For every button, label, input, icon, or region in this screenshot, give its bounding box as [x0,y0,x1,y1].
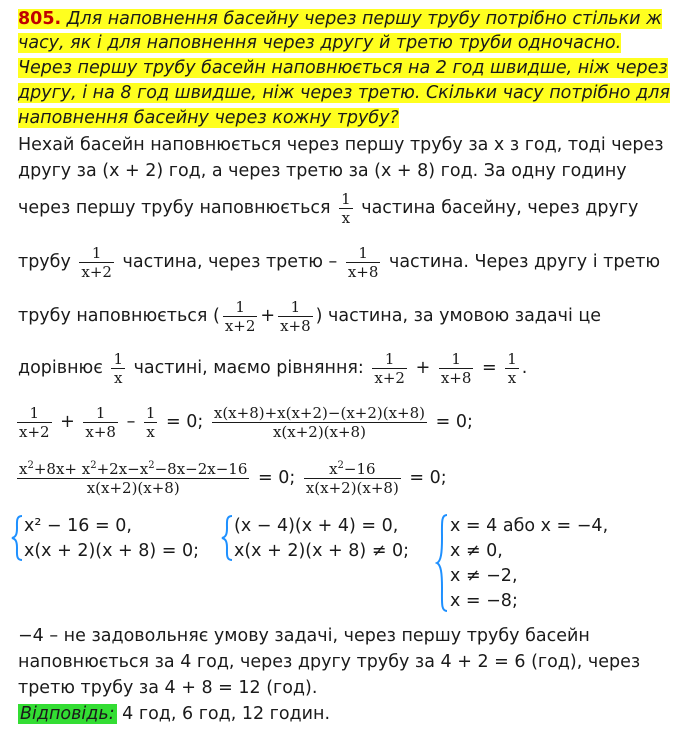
system-3-row-1: x = 4 або x = −4, [450,516,609,536]
equals-zero: = 0; [409,468,447,488]
plus-sign: + [60,412,75,432]
problem-number: 805. [18,9,62,29]
fraction-1-over-x8: $\frac{1}{x+8}$ [347,243,379,281]
equals-zero: = 0; [257,468,296,488]
conclusion-line-1: −4 – не задовольняє умову задачі, через першу трубу басейн [18,626,590,646]
equals-sign: = [481,358,497,378]
solution-text-4c: частина. Через другу і третю [388,252,661,272]
solution-text-3a: через першу трубу наповнюється [18,198,331,218]
conclusion-line-2: наповнюється за 4 год, через другу трубу за 4 + 2 = 6 (год), через [18,652,641,672]
solution-text-5b: ) частина, за умовою задачі це [315,306,602,326]
problem-text-1: Для наповнення басейну через першу трубу потрібно стільки ж [61,9,662,29]
fraction-1-over-x2: $\frac{1}{x+2}$ [374,349,405,387]
system-3-row-2: x ≠ 0, [450,541,503,561]
problem-line-4 [18,82,670,104]
fraction-1-over-x2: $\frac{1}{x+2}$ [81,243,112,281]
solution-text-5a: трубу наповнюється ( [18,306,220,326]
solution-text-6b: частині, маємо рівняння: [133,358,364,378]
problem-text-4: другу, і на 8 год швидше, ніж через третю. Скільки часу потрібно для [18,83,670,103]
plus-sign: + [415,358,431,378]
system-1-row-1: x² − 16 = 0, [24,516,132,536]
equation-line-2 [14,458,447,498]
problem-text-2: часу, як і для наповнення через другу й третю труби одночасно. [18,33,622,53]
problem-line-1 [18,8,662,30]
answer-line [18,703,330,725]
system-2-row-2: x(x + 2)(x + 8) ≠ 0; [234,541,410,561]
plus-sign: + [260,306,276,326]
solution-line-2: другу за (х + 2) год, а через третю за (х + 8) год. За одну годину [18,161,627,181]
brace-icon [10,514,24,562]
brace-icon [220,514,234,562]
answer-text: 4 год, 6 год, 12 годин. [116,704,331,724]
minus-sign: – [126,412,136,432]
problem-line-3 [18,57,668,79]
solution-line-6 [18,348,527,388]
solution-text-3b: частина басейну, через другу [361,198,639,218]
fraction-1-over-x2: $\frac{1}{x+2}$ [19,403,50,441]
solution-line-3 [18,188,638,228]
fraction-1-over-x8: $\frac{1}{x+8}$ [440,349,472,387]
answer-label: Відповідь: [20,704,115,724]
problem-text-5: наповнення басейну через кожну трубу? [18,108,399,128]
equals-zero: = 0; [435,412,473,432]
brace-icon [435,513,449,613]
fraction-1-over-x: $\frac{1}{x}$ [113,349,123,387]
fraction-1-over-x: $\frac{1}{x}$ [341,189,351,227]
system-2-row-1: (x − 4)(x + 4) = 0, [234,516,399,536]
system-1-row-2: x(x + 2)(x + 8) = 0; [24,541,200,561]
fraction-expanded: $\frac{x^2+8x+ x^2+2x-x^2-8x-2x-16}{x(x+2)(x+8)}$ [19,459,248,497]
solution-line-4 [18,242,660,282]
equation-line-1 [14,402,473,442]
fraction-1-over-x8: $\frac{1}{x+8}$ [280,297,311,335]
solution-text-4a: трубу [18,252,71,272]
fraction-1-over-x: $\frac{1}{x}$ [145,403,156,441]
fraction-1-over-x2: $\frac{1}{x+2}$ [224,297,256,335]
period: . [521,358,528,378]
solution-text-6a: дорівнює [18,358,103,378]
equals-zero: = 0; [166,412,204,432]
problem-line-2 [18,32,621,54]
problem-line-5 [18,107,399,129]
conclusion-line-3: третю трубу за 4 + 8 = 12 (год). [18,678,318,698]
system-3-row-3: x ≠ −2, [450,566,518,586]
system-3-row-4: x = −8; [450,591,518,611]
fraction-simplified: $\frac{x^2-16}{x(x+2)(x+8)}$ [305,459,399,497]
solution-text-4b: частина, через третю – [122,252,338,272]
fraction-1-over-x: $\frac{1}{x}$ [507,349,517,387]
solution-line-5 [18,296,601,336]
fraction-1-over-x8: $\frac{1}{x+8}$ [85,403,116,441]
solution-line-1: Нехай басейн наповнюється через першу трубу за х з год, тоді через [18,135,664,155]
problem-text-3: Через першу трубу басейн наповнюється на 2 год швидше, ніж через [18,58,668,78]
fraction-combined: $\frac{x(x+8)+x(x+2)-(x+2)(x+8)}{x(x+2)(x+8)}$ [213,403,426,441]
